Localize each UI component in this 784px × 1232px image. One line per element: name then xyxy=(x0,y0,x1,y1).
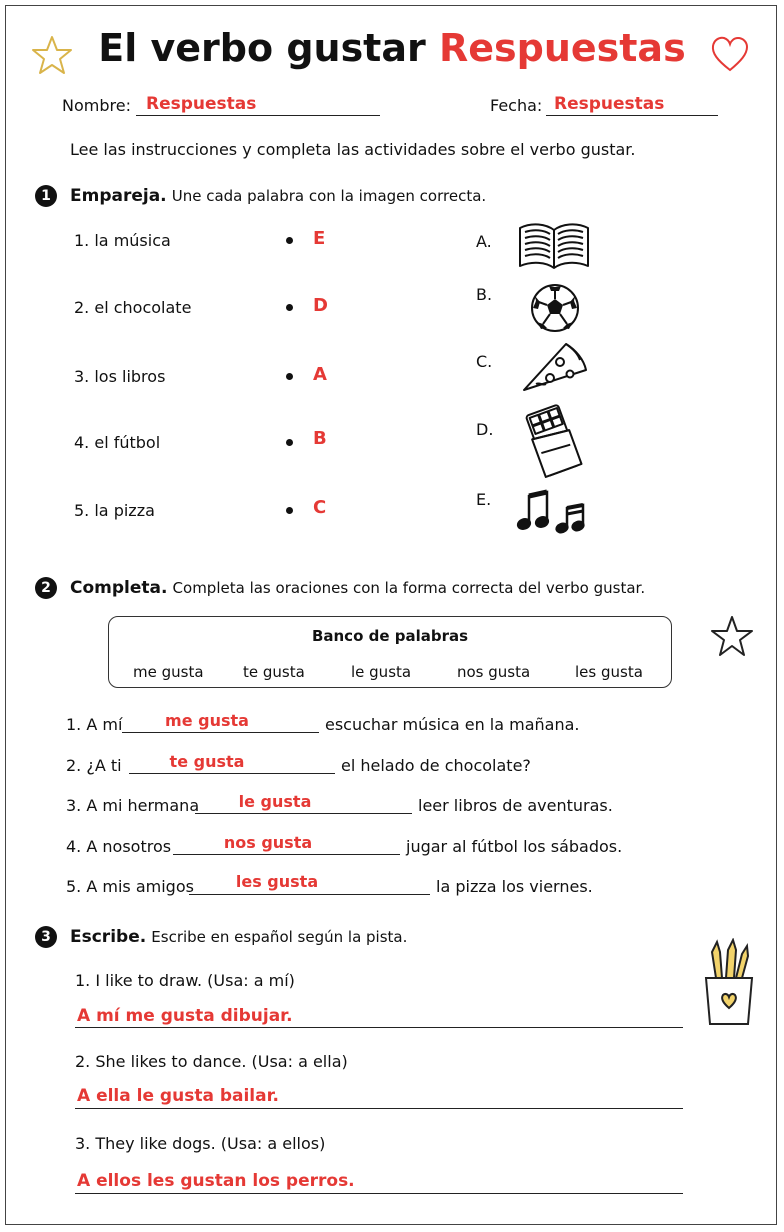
match-item-3: 3. los libros xyxy=(74,367,166,386)
match-answer-4: B xyxy=(313,428,327,449)
blank-line xyxy=(173,854,400,855)
date-value[interactable]: Respuestas xyxy=(554,94,665,114)
image-letter-d: D. xyxy=(476,420,494,439)
book-icon xyxy=(516,220,592,272)
write-answer-3[interactable]: A ellos les gustan los perros. xyxy=(77,1171,355,1191)
instructions: Lee las instrucciones y completa las actividades sobre el verbo gustar. xyxy=(70,140,636,159)
match-dot[interactable] xyxy=(286,237,293,244)
blank-line xyxy=(195,813,412,814)
blank-line xyxy=(129,773,335,774)
chocolate-bar-icon xyxy=(522,402,586,480)
match-item-2: 2. el chocolate xyxy=(74,298,192,317)
name-label: Nombre: xyxy=(62,96,131,115)
sentence-4-answer[interactable]: nos gusta xyxy=(223,833,313,852)
section2-instruction: Completa las oraciones con la forma correcta del verbo gustar. xyxy=(172,579,646,597)
answer-line xyxy=(75,1027,683,1028)
bank-word: le gusta xyxy=(351,663,412,681)
page-title xyxy=(0,26,784,70)
section1-heading xyxy=(70,186,486,206)
section2-title: Completa. xyxy=(70,578,168,598)
match-item-1: 1. la música xyxy=(74,231,171,250)
match-answer-2: D xyxy=(313,295,328,316)
star-outline-icon xyxy=(709,614,755,658)
answer-line xyxy=(75,1108,683,1109)
date-line xyxy=(546,115,718,116)
sentence-3-before: 3. A mi hermana xyxy=(66,796,200,815)
match-answer-5: C xyxy=(313,497,327,518)
word-bank xyxy=(108,616,672,688)
section1-title: Empareja. xyxy=(70,186,167,206)
sentence-5-before: 5. A mis amigos xyxy=(66,877,194,896)
image-letter-c: C. xyxy=(476,352,493,371)
match-dot[interactable] xyxy=(286,439,293,446)
answer-line xyxy=(75,1193,683,1194)
section1-number: 1 xyxy=(35,185,57,207)
name-value[interactable]: Respuestas xyxy=(146,94,257,114)
sentence-2-before: 2. ¿A ti xyxy=(66,756,122,775)
write-prompt-2: 2. She likes to dance. (Usa: a ella) xyxy=(75,1052,348,1071)
pizza-slice-icon xyxy=(520,340,590,398)
section3-title: Escribe. xyxy=(70,927,147,947)
section3-heading xyxy=(70,927,407,947)
sentence-1-answer[interactable]: me gusta xyxy=(165,711,249,730)
sentence-1-before: 1. A mí xyxy=(66,715,123,734)
section1-instruction: Une cada palabra con la imagen correcta. xyxy=(171,187,487,205)
match-answer-1: E xyxy=(313,228,326,249)
bank-word: me gusta xyxy=(133,663,204,681)
match-answer-3: A xyxy=(313,364,327,385)
match-dot[interactable] xyxy=(286,304,293,311)
pencil-cup-icon xyxy=(700,938,758,1028)
match-item-4: 4. el fútbol xyxy=(74,433,161,452)
blank-line xyxy=(122,732,319,733)
sentence-3-after: leer libros de aventuras. xyxy=(418,796,613,815)
match-dot[interactable] xyxy=(286,373,293,380)
section2-heading xyxy=(70,578,645,598)
music-notes-icon xyxy=(514,488,588,534)
image-letter-b: B. xyxy=(476,285,493,304)
date-label: Fecha: xyxy=(490,96,543,115)
match-dot[interactable] xyxy=(286,507,293,514)
section3-number: 3 xyxy=(35,926,57,948)
bank-word: te gusta xyxy=(243,663,305,681)
sentence-2-answer[interactable]: te gusta xyxy=(169,752,245,771)
name-line xyxy=(136,115,380,116)
sentence-3-answer[interactable]: le gusta xyxy=(238,792,312,811)
sentence-5-after: la pizza los viernes. xyxy=(436,877,593,896)
write-prompt-3: 3. They like dogs. (Usa: a ellos) xyxy=(75,1134,326,1153)
image-letter-e: E. xyxy=(476,490,492,509)
match-item-5: 5. la pizza xyxy=(74,501,155,520)
sentence-5-answer[interactable]: les gusta xyxy=(235,872,319,891)
bank-word: nos gusta xyxy=(457,663,531,681)
title-answers: Respuestas xyxy=(438,26,686,70)
write-answer-2[interactable]: A ella le gusta bailar. xyxy=(77,1086,280,1106)
soccer-ball-icon xyxy=(529,282,581,334)
blank-line xyxy=(189,894,430,895)
image-letter-a: A. xyxy=(476,232,492,251)
bank-word: les gusta xyxy=(575,663,643,681)
section2-number: 2 xyxy=(35,577,57,599)
sentence-4-after: jugar al fútbol los sábados. xyxy=(406,837,623,856)
title-main: El verbo gustar xyxy=(98,26,426,70)
sentence-2-after: el helado de chocolate? xyxy=(341,756,531,775)
sentence-1-after: escuchar música en la mañana. xyxy=(325,715,580,734)
write-prompt-1: 1. I like to draw. (Usa: a mí) xyxy=(75,971,295,990)
write-answer-1[interactable]: A mí me gusta dibujar. xyxy=(77,1006,293,1026)
sentence-4-before: 4. A nosotros xyxy=(66,837,172,856)
section3-instruction: Escribe en español según la pista. xyxy=(151,928,408,946)
word-bank-title: Banco de palabras xyxy=(311,627,469,645)
